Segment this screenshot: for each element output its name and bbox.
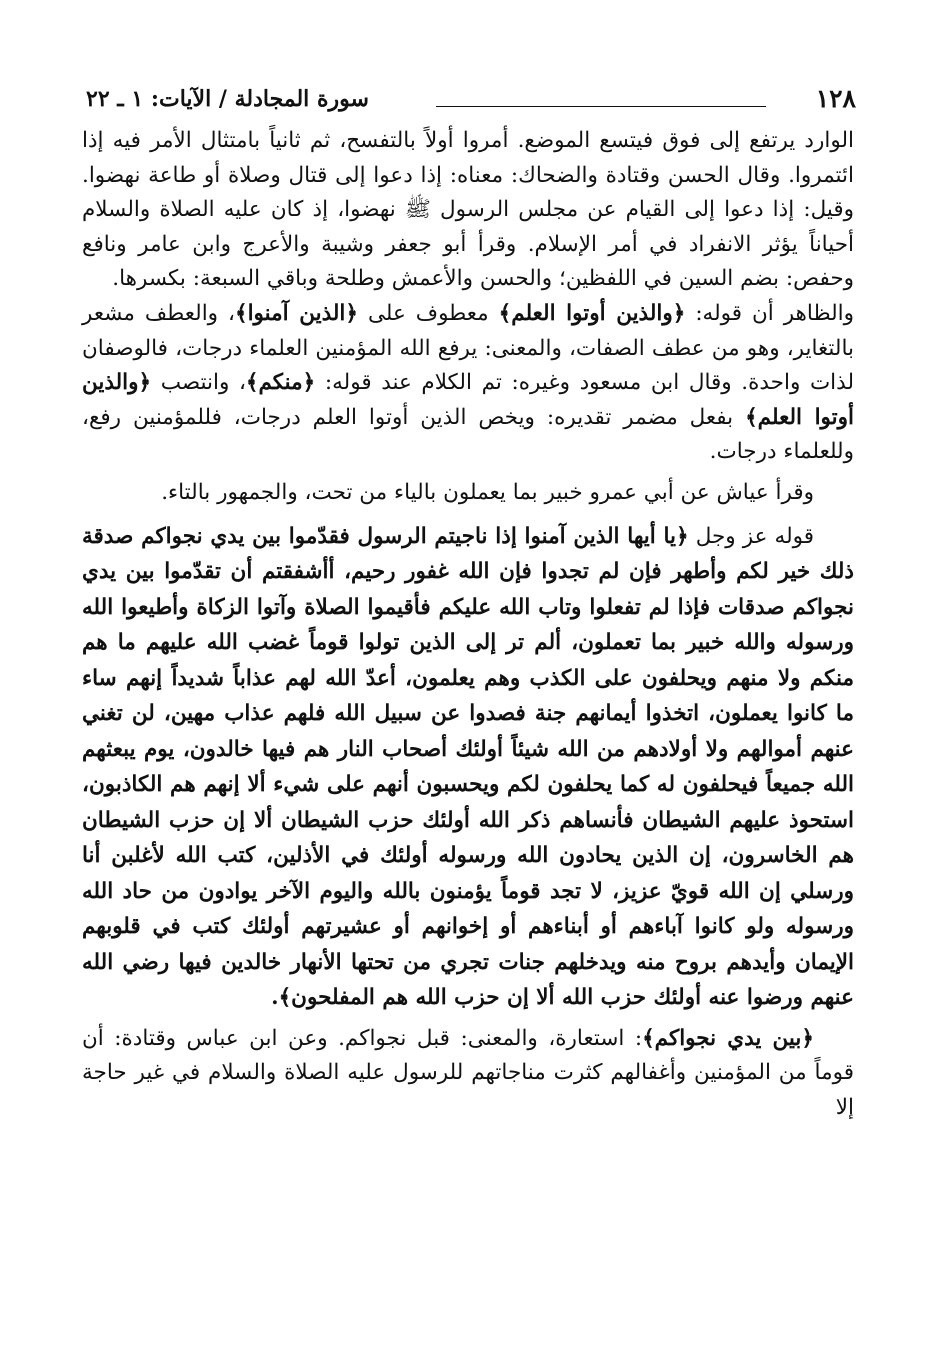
quran-quote: ﴿الذين آمنوا﴾ <box>234 300 358 326</box>
commentary-paragraph-3: وقرأ عياش عن أبي عمرو خبير بما يعملون بالياء من تحت، والجمهور بالتاء. <box>161 479 814 505</box>
commentary-paragraph-2 <box>82 297 854 470</box>
text-run: والظاهر أن قوله: <box>685 300 854 326</box>
page-header <box>86 84 856 114</box>
quran-quote: ﴿بين يدي نجواكم﴾ <box>642 1025 814 1051</box>
text-run: : استعارة، والمعنى: قبل نجواكم. وعن ابن عباس وقتادة: أن قوماً من المؤمنين وأغفالهم كثرت مناجاتهم للرسول عليه الصلاة والسلام في غير حاجة إلا <box>82 1025 854 1120</box>
verses-paragraph <box>82 519 854 1016</box>
page-number: ١٢٨ <box>815 84 856 113</box>
quran-quote: ﴿منكم﴾ <box>245 370 316 396</box>
verses-intro: قوله عز وجل <box>688 523 814 549</box>
text-run: ، وانتصب <box>151 370 246 396</box>
running-head: سورة المجادلة / الآيات: ١ ـ ٢٢ <box>86 86 369 112</box>
verses-text: ﴿يا أيها الذين آمنوا إذا ناجيتم الرسول فقدّموا بين يدي نجواكم صدقة ذلك خير لكم وأطهر فإن لم تجدوا فإن الله غفور رحيم، أأشفقتم أن تقدّموا بين يدي نجواكم صدقات فإذا لم تفعلوا وتاب الله عليكم فأقيموا الصلاة وآتوا الزكاة وأطيعوا الله ورسوله والله خبير بما تعملون، ألم تر إلى الذين تولوا قوماً غضب الله عليهم ما هم منكم ولا منهم ويحلفون على الكذب وهم يعلمون، أعدّ الله لهم عذاباً شديداً إنهم ساء ما كانوا يعملون، اتخذوا أيمانهم جنة فصدوا عن سبيل الله فلهم عذاب مهين، لن تغني عنهم أموالهم ولا أولادهم من الله شيئاً أولئك أصحاب النار هم فيها خالدون، يوم يبعثهم الله جميعاً فيحلفون له كما يحلفون لكم ويحسبون أنهم على شيء ألا إنهم هم الكاذبون، استحوذ عليهم الشيطان فأنساهم ذكر الله أولئك حزب الشيطان ألا إن حزب الشيطان هم الخاسرون، إن الذين يحادون الله ورسوله أولئك في الأذلين، كتب الله لأغلبن أنا ورسلي إن الله قويّ عزيز، لا تجد قوماً يؤمنون بالله واليوم الآخر يوادون من حاد الله ورسوله ولو كانوا آباءهم أو أبناءهم أو إخوانهم أو عشيرتهم أولئك كتب في قلوبهم الإيمان وأيدهم بروح منه ويدخلهم جنات تجري من تحتها الأنهار خالدين فيها رضي الله عنهم ورضوا عنه أولئك حزب الله ألا إن حزب الله هم المفلحون﴾. <box>82 523 854 1011</box>
quran-quote: ﴿والذين أوتوا العلم﴾ <box>498 300 686 326</box>
text-block <box>82 124 854 1125</box>
text-run: ، والعطف مشعر بالتغاير، وهو من عطف الصفات، والمعنى: يرفع الله المؤمنين العلماء درجات، فالوصفان لذات واحدة. وقال ابن مسعود وغيره: تم الكلام عند قوله: <box>82 300 854 396</box>
header-rule <box>436 106 766 107</box>
quran-quote: ﴿والذين أوتوا العلم﴾ <box>82 370 854 430</box>
commentary-paragraph-4 <box>82 1022 854 1126</box>
text-run: معطوف على <box>358 300 499 326</box>
text-run: بفعل مضمر تقديره: ويخص الذين أوتوا العلم درجات، فللمؤمنين رفع، وللعلماء درجات. <box>82 404 854 465</box>
commentary-paragraph-1: الوارد يرتفع إلى فوق فيتسع الموضع. أمروا أولاً بالتفسح، ثم ثانياً بامتثال الأمر فيه إذا ائتمروا. وقال الحسن وقتادة والضحاك: معناه: إذا دعوا إلى قتال وصلاة أو طاعة نهضوا. وقيل: إذا دعوا إلى القيام عن مجلس الرسول ﷺ نهضوا، إذ كان عليه الصلاة والسلام أحياناً يؤثر الانفراد في أمر الإسلام. وقرأ أبو جعفر وشيبة والأعرج وابن عامر ونافع وحفص: بضم السين في اللفظين؛ والحسن والأعمش وطلحة وباقي السبعة: بكسرها. <box>82 128 854 292</box>
